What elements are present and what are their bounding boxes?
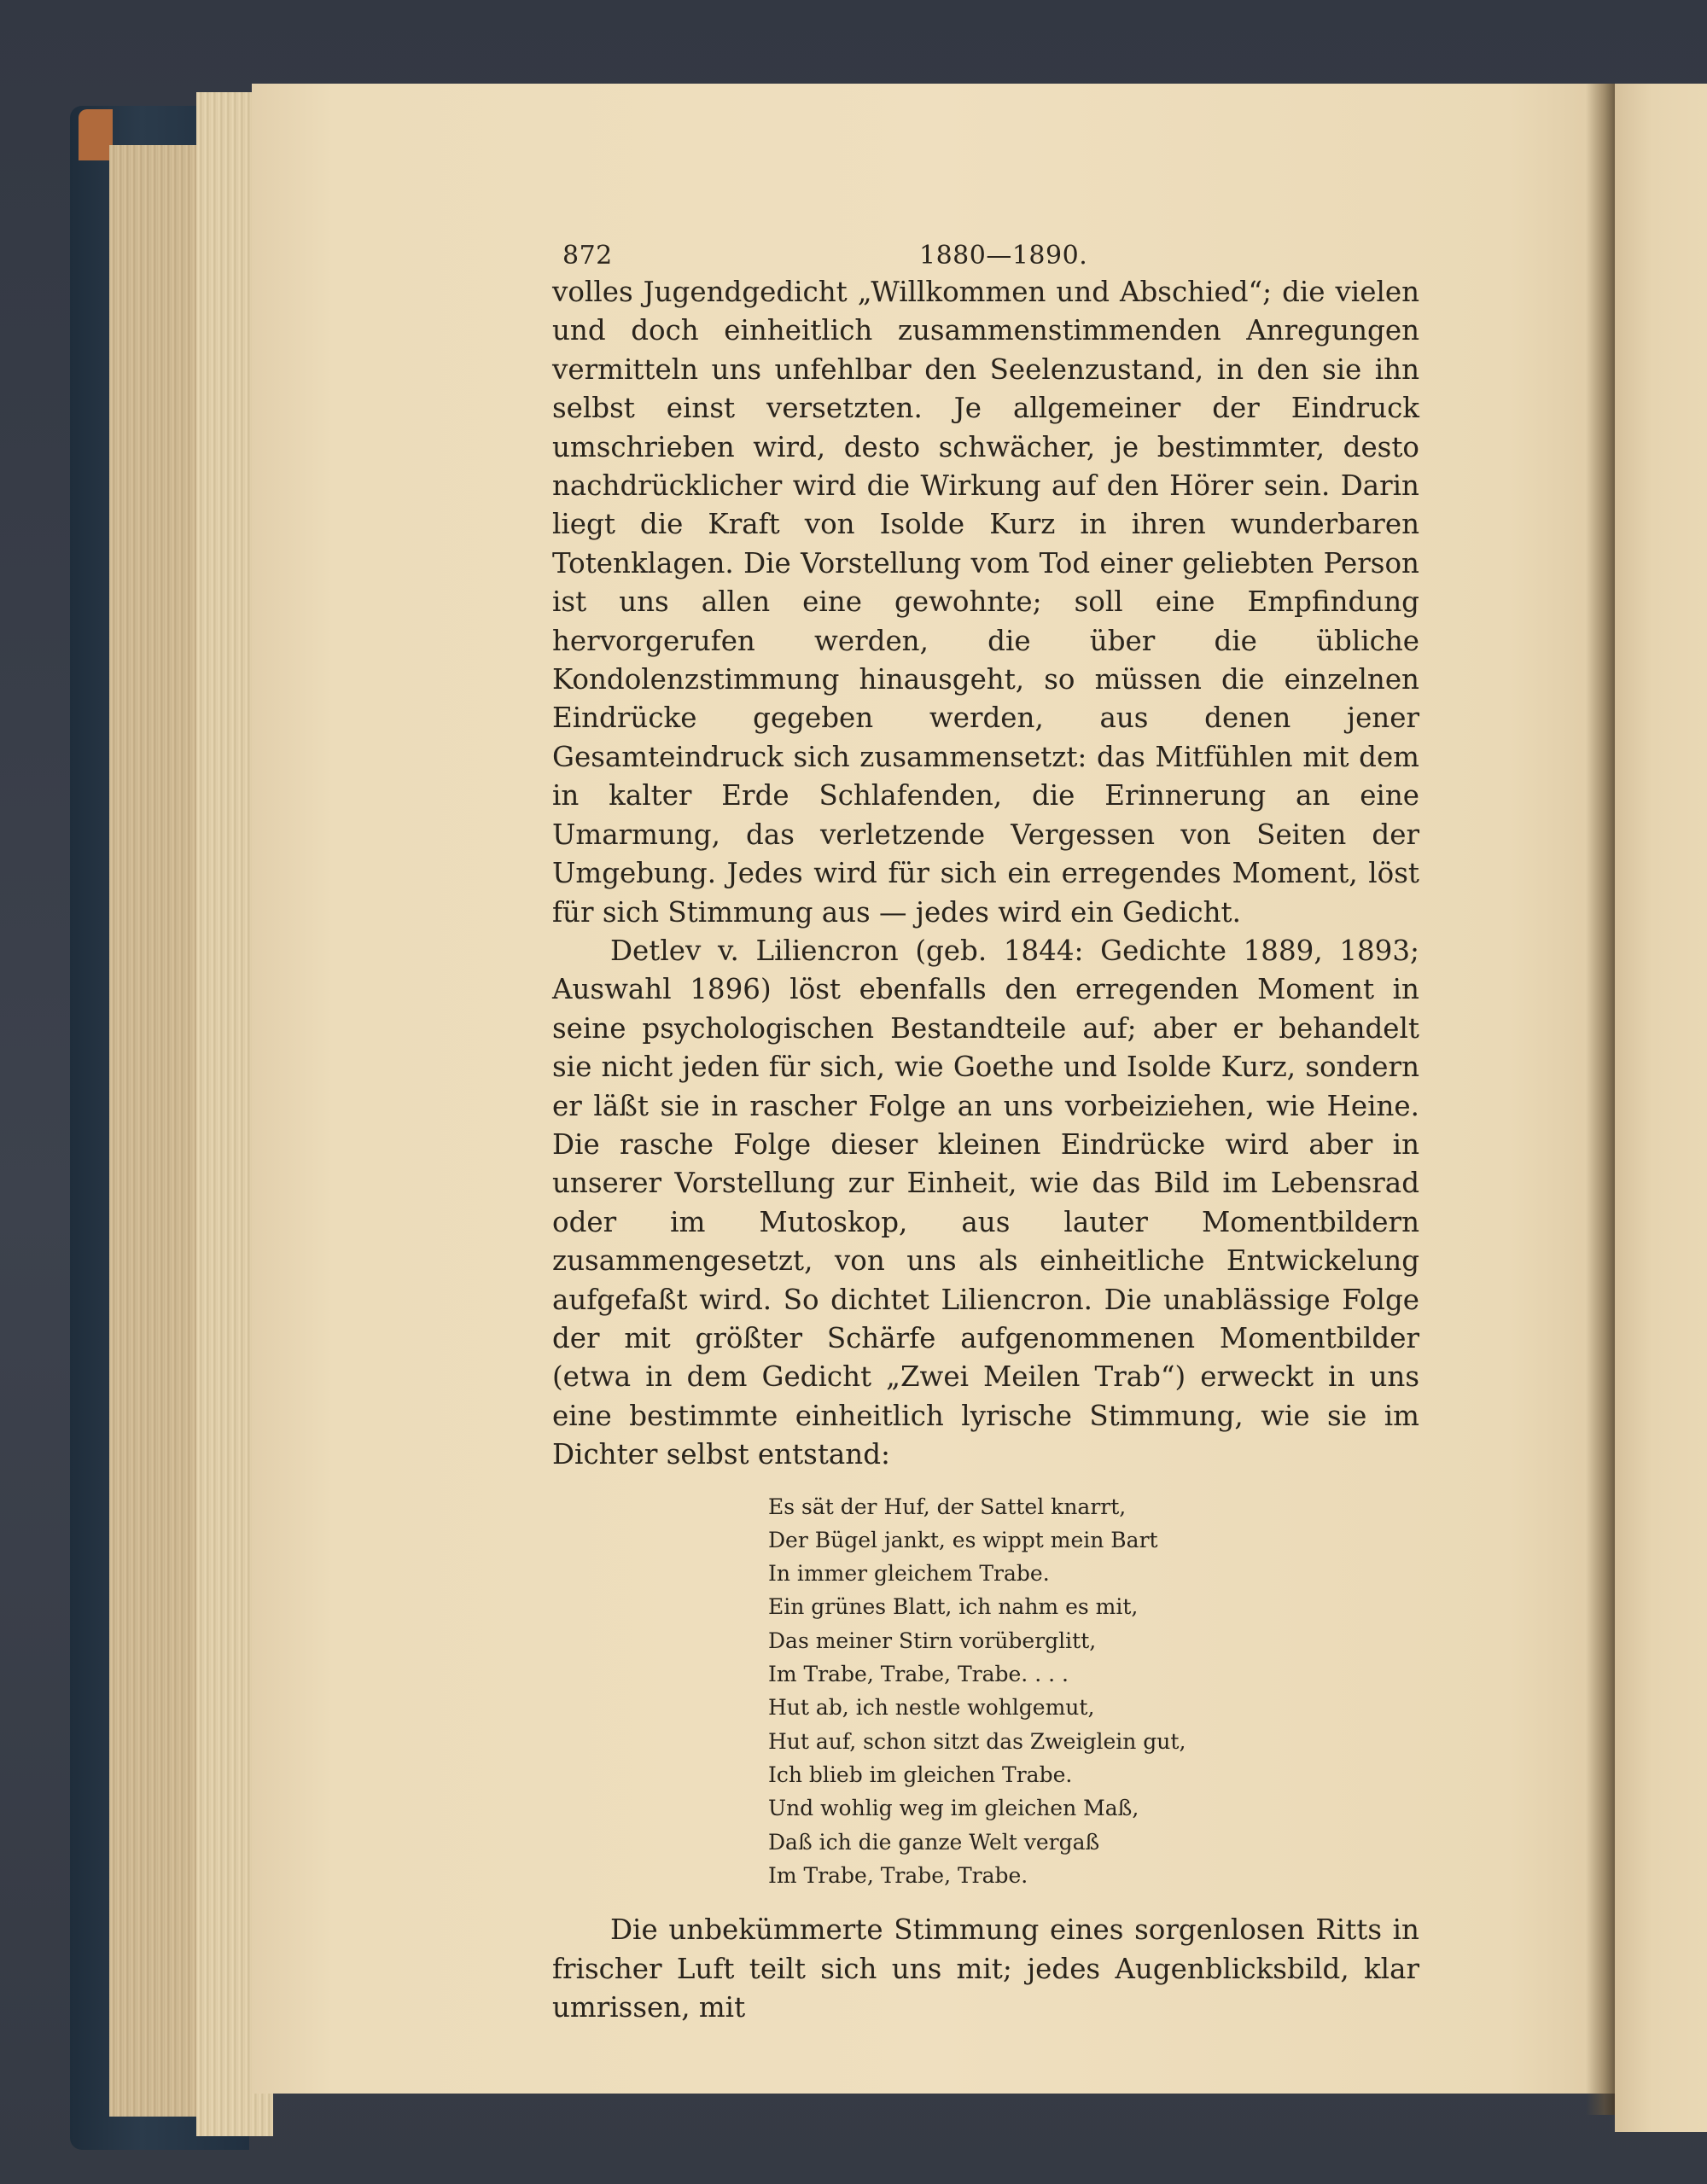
header-title: 1880—1890. xyxy=(919,241,1088,271)
poem-line: Hut ab, ich nestle wohlgemut, xyxy=(768,1695,1095,1721)
page-text-block xyxy=(552,222,1419,2027)
poem-line: Das meiner Stirn vorüberglitt, xyxy=(768,1628,1097,1653)
poem-line: Ein grünes Blatt, ich nahm es mit, xyxy=(768,1594,1139,1620)
cover-corner xyxy=(79,109,113,160)
gutter-shadow xyxy=(1586,84,1617,2115)
poem-line: Es sät der Huf, der Sattel knarrt, xyxy=(768,1494,1127,1519)
poem-line: Und wohlig weg im gleichen Maß, xyxy=(768,1796,1139,1821)
poem-line: Im Trabe, Trabe, Trabe. . . . xyxy=(768,1662,1069,1687)
page-number: 872 xyxy=(562,241,613,271)
poem-line: Im Trabe, Trabe, Trabe. xyxy=(768,1862,1028,1888)
running-head xyxy=(552,222,1419,273)
paragraph-1: volles Jugendgedicht „Willkommen und Abschied“; die vielen und doch einheitlich zusammenstimmenden Anregungen vermitteln uns unfehlbar den Seelenzustand, in den sie ihn selbst einst versetzten. Je allgemeiner der Eindruck umschrieben wird, desto schwächer, je bestimmter, desto nachdrücklicher wird die Wirkung auf den Hörer sein. Darin liegt die Kraft von Isolde Kurz in ihren wunderbaren Totenklagen. Die Vorstellung vom Tod einer geliebten Person ist uns allen eine gewohnte; soll eine Empfindung hervorgerufen werden, die über die übliche Kondolenzstimmung hinausgeht, so müssen die einzelnen Eindrücke gegeben werden, aus denen jener Gesamteindruck sich zusammensetzt: das Mitfühlen mit dem in kalter Erde Schlafenden, die Erinnerung an eine Umarmung, das verletzende Vergessen von Seiten der Umgebung. Jedes wird für sich ein erregendes Moment, löst für sich Stimmung aus — jedes wird ein Gedicht. xyxy=(552,276,1419,929)
facing-page-edge xyxy=(1615,84,1707,2132)
poem-line: Der Bügel jankt, es wippt mein Bart xyxy=(768,1527,1158,1552)
poem-line: Daß ich die ganze Welt vergaß xyxy=(768,1829,1100,1855)
paragraph-2: Detlev v. Liliencron (geb. 1844: Gedichte 1889, 1893; Auswahl 1896) löst ebenfalls den erregenden Moment in seine psychologischen Bestandteile auf; aber er behandelt sie nicht jeden für sich, wie Goethe und Isolde Kurz, sondern er läßt sie in rascher Folge an uns vorbeiziehen, wie Heine. Die rasche Folge dieser kleinen Eindrücke wird aber in unserer Vorstellung zur Einheit, wie das Bild im Lebensrad oder im Mutoskop, aus lauter Momentbildern zusammengesetzt, von uns als einheitliche Entwickelung aufgefaßt wird. So dichtet Liliencron. Die unablässige Folge der mit größter Schärfe aufgenommenen Momentbilder (etwa in dem Gedicht „Zwei Meilen Trab“) erweckt in uns eine bestimmte einheitlich lyrische Stimmung, wie sie im Dichter selbst entstand: xyxy=(552,934,1419,1471)
poem-line: In immer gleichem Trabe. xyxy=(768,1561,1050,1587)
poem-block xyxy=(768,1490,1419,1893)
poem-line: Ich blieb im gleichen Trabe. xyxy=(768,1762,1073,1787)
paragraph-3: Die unbekümmerte Stimmung eines sorgenlosen Ritts in frischer Luft teilt sich uns mit; jedes Augenblicksbild, klar umrissen, mit xyxy=(552,1913,1419,2024)
poem-line: Hut auf, schon sitzt das Zweiglein gut, xyxy=(768,1728,1186,1754)
